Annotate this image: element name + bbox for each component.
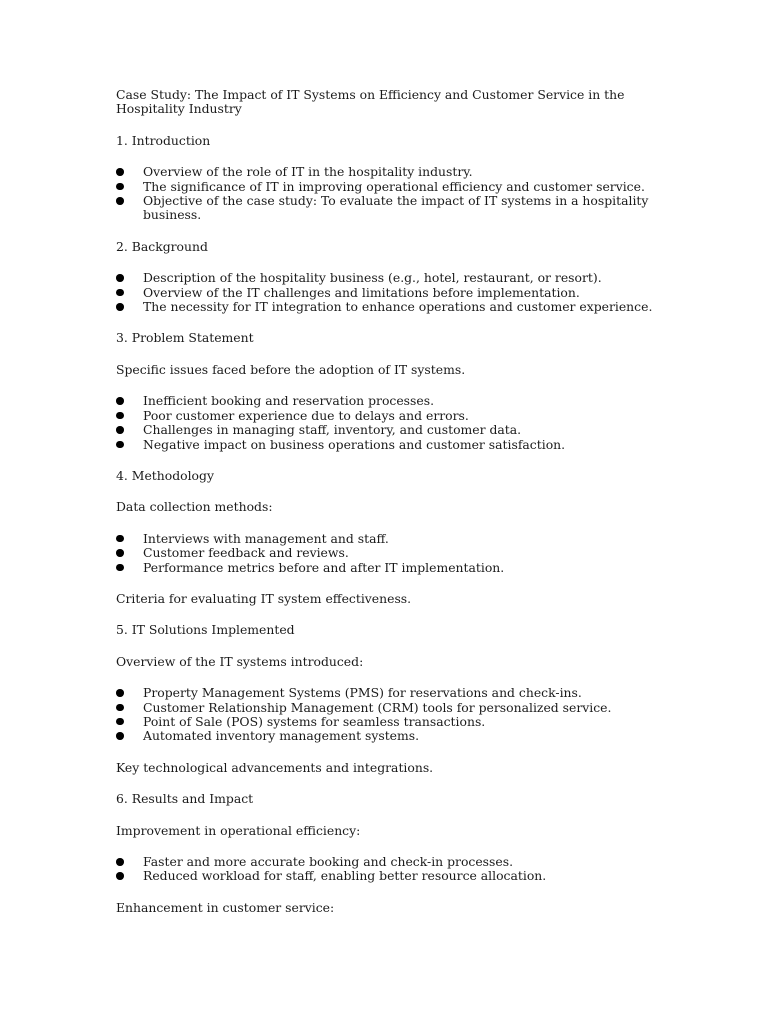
list-item-text: Interviews with management and staff. — [143, 530, 389, 546]
bullet-icon — [116, 858, 124, 866]
bullet-icon — [116, 197, 124, 205]
section-paragraph: Specific issues faced before the adoption of IT systems. — [116, 361, 466, 377]
list-item-text: Performance metrics before and after IT implementation. — [143, 559, 505, 575]
list-item — [116, 286, 656, 300]
bullet-icon — [116, 303, 124, 311]
bullet-list — [116, 855, 656, 884]
section-heading: 3. Problem Statement — [116, 330, 254, 346]
bullet-icon — [116, 704, 124, 712]
bullet-icon — [116, 412, 124, 420]
bullet-icon — [116, 441, 124, 449]
bullet-icon — [116, 397, 124, 405]
list-item — [116, 194, 656, 223]
section-paragraph: Data collection methods: — [116, 499, 273, 515]
section-heading: 1. Introduction — [116, 132, 211, 148]
list-item — [116, 729, 656, 743]
list-item — [116, 532, 656, 546]
list-item-text: Inefficient booking and reservation processes. — [143, 393, 435, 409]
section-paragraph: Criteria for evaluating IT system effectiveness. — [116, 590, 412, 606]
list-item-text: Poor customer experience due to delays and errors. — [143, 407, 469, 423]
bullet-icon — [116, 732, 124, 740]
bullet-icon — [116, 289, 124, 297]
list-item — [116, 686, 656, 700]
bullet-list — [116, 686, 656, 744]
bullet-icon — [116, 549, 124, 557]
bullet-list — [116, 394, 656, 452]
list-item-text: The significance of IT in improving operational efficiency and customer service. — [143, 178, 645, 194]
bullet-icon — [116, 718, 124, 726]
bullet-icon — [116, 168, 124, 176]
list-item-text: Reduced workload for staff, enabling better resource allocation. — [143, 868, 547, 884]
bullet-list — [116, 271, 656, 314]
list-item — [116, 409, 656, 423]
list-item-text: Overview of the role of IT in the hospitality industry. — [143, 164, 473, 180]
list-item — [116, 165, 656, 179]
bullet-icon — [116, 872, 124, 880]
section-paragraph: Overview of the IT systems introduced: — [116, 653, 364, 669]
document-sections — [116, 134, 656, 915]
list-item — [116, 855, 656, 869]
section-heading: 4. Methodology — [116, 467, 214, 483]
list-item — [116, 423, 656, 437]
section-heading: 5. IT Solutions Implemented — [116, 622, 295, 638]
list-item-text: The necessity for IT integration to enhance operations and customer experience. — [143, 299, 653, 315]
list-item-text: Faster and more accurate booking and check-in processes. — [143, 854, 514, 869]
bullet-icon — [116, 564, 124, 572]
list-item — [116, 869, 656, 883]
section-heading: 2. Background — [116, 238, 208, 254]
bullet-icon — [116, 689, 124, 697]
bullet-list — [116, 532, 656, 575]
list-item-text: Challenges in managing staff, inventory, and customer data. — [143, 422, 522, 438]
list-item — [116, 561, 656, 575]
list-item — [116, 701, 656, 715]
list-item-text: Objective of the case study: To evaluate the impact of IT systems in a hospitality business. — [143, 193, 649, 223]
list-item-text: Automated inventory management systems. — [143, 728, 420, 744]
list-item-text: Point of Sale (POS) systems for seamless transactions. — [143, 713, 486, 729]
list-item-text: Property Management Systems (PMS) for reservations and check-ins. — [143, 685, 582, 701]
list-item — [116, 300, 656, 314]
list-item — [116, 271, 656, 285]
section-heading: 6. Results and Impact — [116, 791, 254, 807]
section-paragraph: Enhancement in customer service: — [116, 899, 335, 915]
bullet-icon — [116, 274, 124, 282]
document-page — [116, 88, 656, 915]
list-item-text: Description of the hospitality business (e.g., hotel, restaurant, or resort). — [143, 270, 602, 286]
document-title: Case Study: The Impact of IT Systems on Efficiency and Customer Service in the Hospitality Industry — [116, 87, 625, 117]
bullet-icon — [116, 535, 124, 543]
list-item — [116, 715, 656, 729]
bullet-list — [116, 165, 656, 223]
bullet-icon — [116, 426, 124, 434]
list-item — [116, 546, 656, 560]
list-item-text: Overview of the IT challenges and limitations before implementation. — [143, 284, 580, 300]
section-paragraph: Key technological advancements and integrations. — [116, 759, 434, 775]
section-paragraph: Improvement in operational efficiency: — [116, 822, 361, 838]
list-item-text: Customer Relationship Management (CRM) tools for personalized service. — [143, 699, 612, 715]
list-item-text: Customer feedback and reviews. — [143, 545, 349, 561]
list-item — [116, 438, 656, 452]
list-item — [116, 394, 656, 408]
list-item — [116, 180, 656, 194]
list-item-text: Negative impact on business operations and customer satisfaction. — [143, 436, 566, 452]
bullet-icon — [116, 183, 124, 191]
